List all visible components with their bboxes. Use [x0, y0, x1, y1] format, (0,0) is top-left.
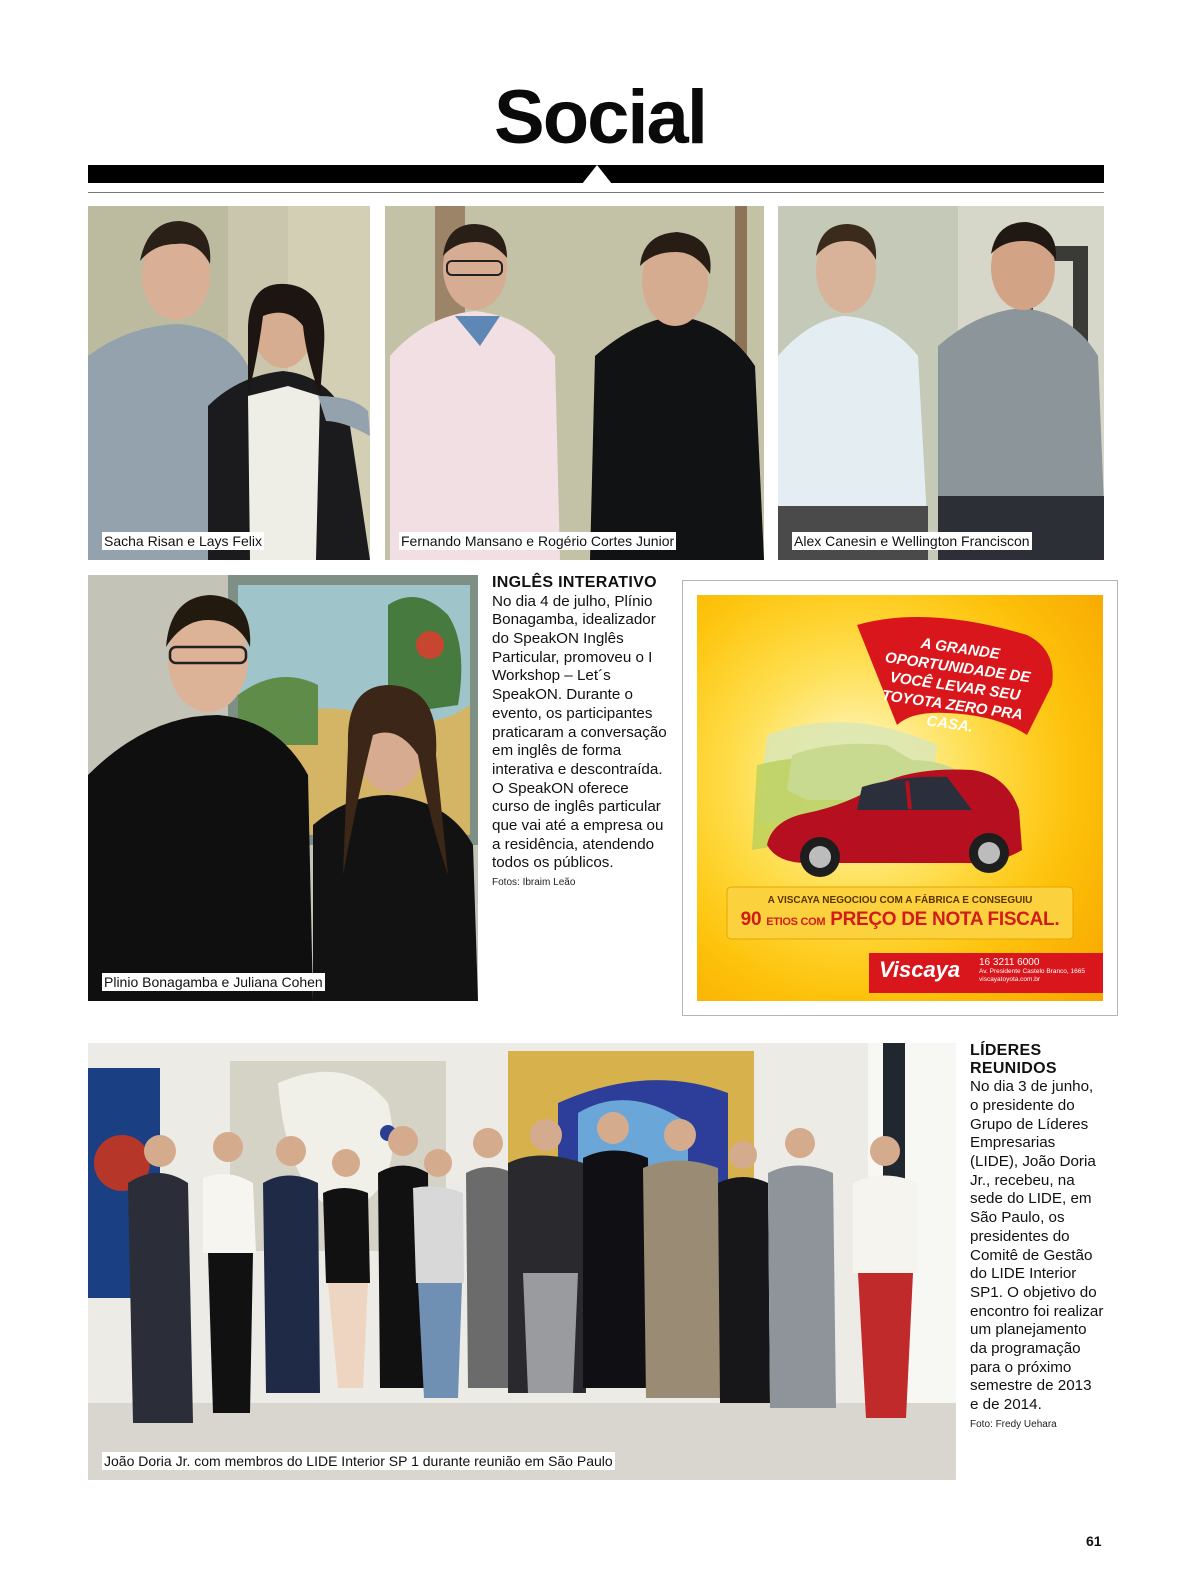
article-ingles-interativo: [492, 574, 668, 888]
ad-offer-number: 90: [740, 909, 762, 930]
photo-fernando-rogerio: [385, 206, 764, 560]
article-lideres-reunidos: [970, 1042, 1104, 1430]
ad-offer-small: ETIOS COM: [766, 916, 826, 928]
header-rule-notch: [582, 165, 612, 184]
header-thin-rule: [88, 192, 1104, 193]
page-title: Social: [494, 75, 706, 160]
photo-credit: Fotos: Ibraim Leão: [492, 877, 576, 889]
photo-caption: Fernando Mansano e Rogério Cortes Junior: [401, 532, 675, 549]
photo-plinio-juliana: [88, 575, 478, 1001]
ad-website: viscayatoyota.com.br: [979, 976, 1041, 983]
ad-phone-number: 16 3211 6000: [979, 957, 1040, 968]
page-number: 61: [1086, 1533, 1102, 1549]
viscaya-toyota-ad[interactable]: [682, 580, 1118, 1016]
ad-address: Av. Presidente Castelo Branco, 1665: [979, 968, 1085, 975]
ad-offer: [727, 909, 1073, 931]
photo-caption: Plinio Bonagamba e Juliana Cohen: [104, 973, 323, 990]
ad-offer-text: PREÇO DE NOTA FISCAL.: [830, 909, 1060, 930]
photo-alex-wellington: [778, 206, 1104, 560]
ad-subline: A VISCAYA NEGOCIOU COM A FÁBRICA E CONSEGUIU: [767, 895, 1033, 906]
article-body: No dia 3 de junho, o presidente do Grupo de Líderes Empresarias (LIDE), João Doria Jr., recebeu, na sede do LIDE, em São Paulo, os presidentes do Comitê de Gestão do LIDE Interior SP1. O objetivo do encontro foi realizar um planejamento da programação para o próximo semestre de 2013 e de 2014.: [970, 1078, 1104, 1414]
article-heading: INGLÊS INTERATIVO: [492, 574, 657, 591]
photo-caption: Sacha Risan e Lays Felix: [104, 532, 262, 549]
photo-credit: Foto: Fredy Uehara: [970, 1418, 1057, 1430]
photo-caption: Alex Canesin e Wellington Franciscon: [794, 532, 1030, 549]
photo-caption: João Doria Jr. com membros do LIDE Interior SP 1 durante reunião em São Paulo: [104, 1452, 613, 1469]
ad-flag-headline: A GRANDE OPORTUNIDADE DE VOCÊ LEVAR SEU TOYOTA ZERO PRA CASA.: [880, 634, 1032, 736]
ad-artwork: [697, 595, 1103, 1001]
ad-contact: [979, 957, 1085, 984]
ad-brand-logo: Viscaya: [879, 957, 961, 982]
article-body: No dia 4 de julho, Plínio Bonagamba, idealizador do SpeakON Inglês Particular, promoveu o I Workshop – Let´s SpeakON. Durante o evento, os participantes praticaram a conversação em inglês de forma interativa e descontraída. O SpeakON oferece curso de inglês particular que vai até a empresa ou a residência, atendendo todos os públicos.: [492, 592, 667, 872]
photo-lide-group: [88, 1043, 956, 1480]
photo-sacha-lays: [88, 206, 370, 560]
article-heading: LÍDERES REUNIDOS: [970, 1042, 1057, 1077]
